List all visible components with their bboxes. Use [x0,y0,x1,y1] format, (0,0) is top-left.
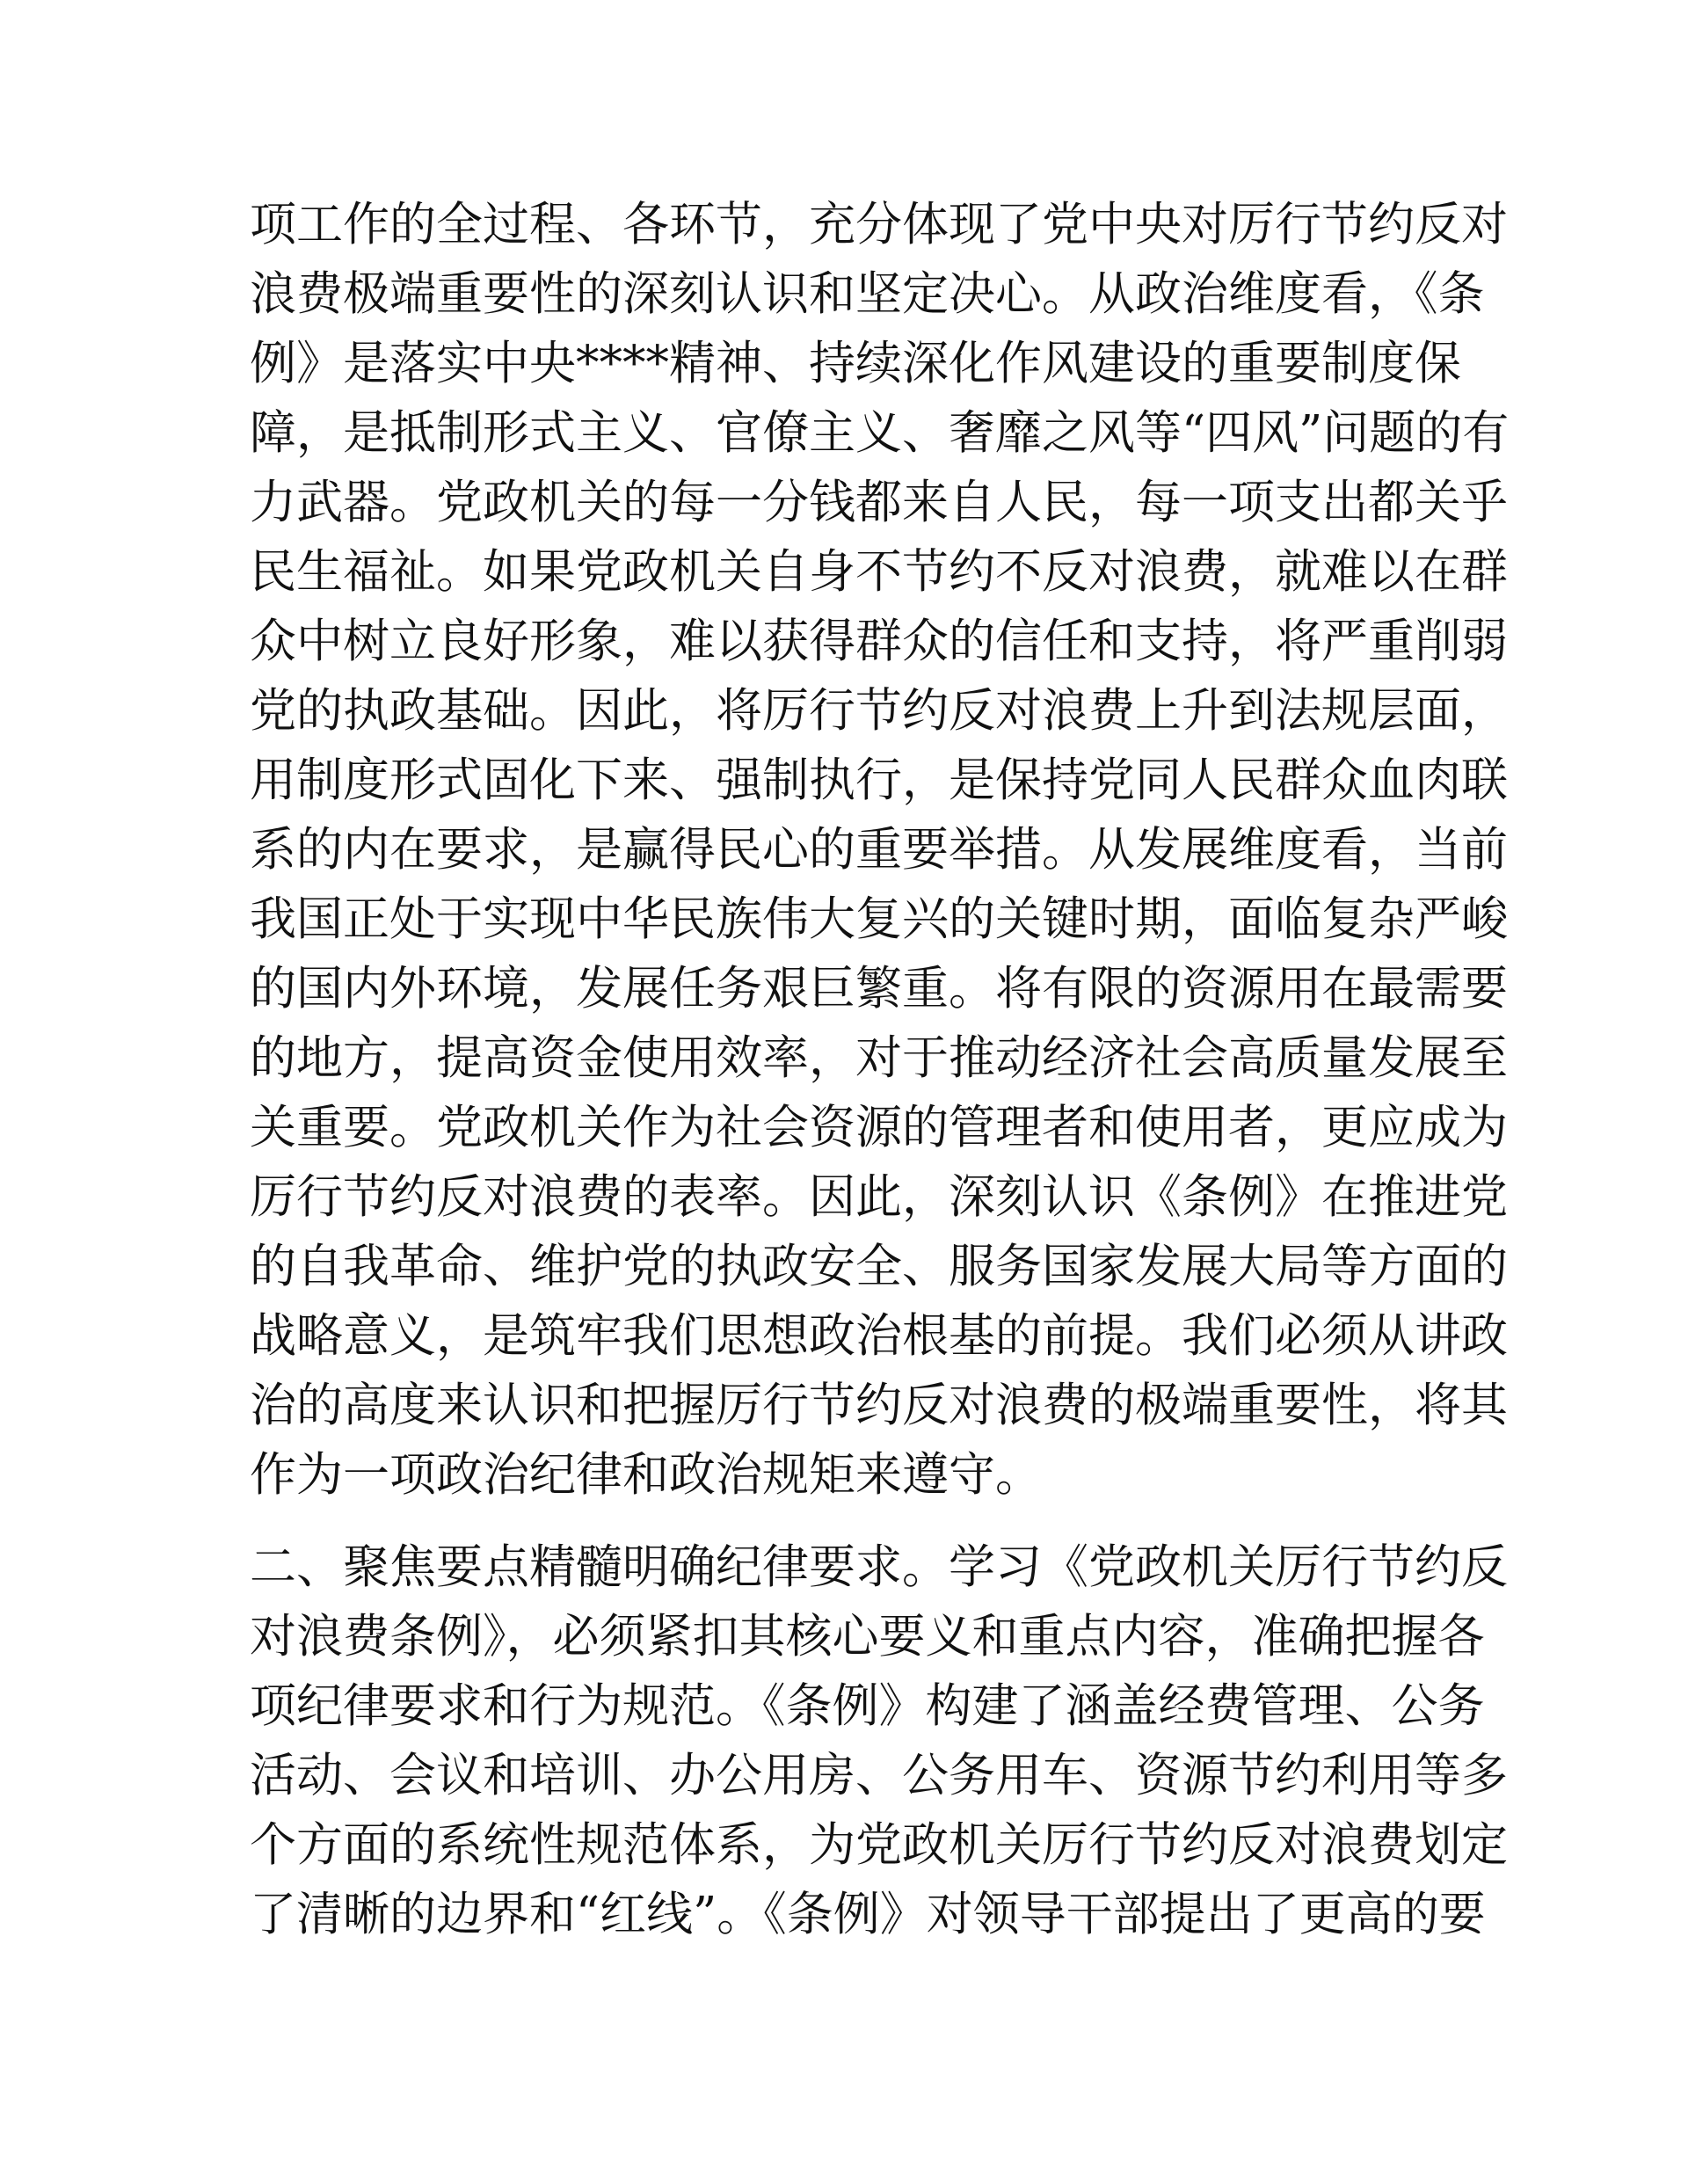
text-line: 用制度形式固化下来、强制执行，是保持党同人民群众血肉联 [250,753,1508,807]
text-line: 的自我革命、维护党的执政安全、服务国家发展大局等方面的 [250,1240,1508,1293]
text-line: 例》是落实中央****精神、持续深化作风建设的重要制度保 [250,337,1461,390]
text-line: 二、聚焦要点精髓明确纪律要求。学习《党政机关厉行节约反 [250,1540,1508,1594]
text-line: 浪费极端重要性的深刻认识和坚定决心。从政治维度看，《条 [250,267,1485,321]
text-line: 活动、会议和培训、办公用房、公务用车、资源节约利用等多 [250,1749,1508,1802]
text-line: 的地方，提高资金使用效率，对于推动经济社会高质量发展至 [250,1031,1508,1085]
text-line: 厉行节约反对浪费的表率。因此，深刻认识《条例》在推进党 [250,1170,1508,1224]
text-line: 治的高度来认识和把握厉行节约反对浪费的极端重要性，将其 [250,1379,1508,1432]
text-line: 系的内在要求，是赢得民心的重要举措。从发展维度看，当前 [250,823,1508,877]
text-line: 关重要。党政机关作为社会资源的管理者和使用者，更应成为 [250,1101,1508,1154]
text-line: 战略意义，是筑牢我们思想政治根基的前提。我们必须从讲政 [250,1309,1508,1363]
text-line: 项工作的全过程、各环节，充分体现了党中央对厉行节约反对 [250,198,1508,251]
text-line: 民生福祉。如果党政机关自身不节约不反对浪费，就难以在群 [250,545,1508,599]
text-line: 项纪律要求和行为规范。《条例》构建了涵盖经费管理、公务 [250,1679,1485,1733]
text-line: 作为一项政治纪律和政治规矩来遵守。 [250,1448,1042,1502]
text-line: 的国内外环境，发展任务艰巨繁重。将有限的资源用在最需要 [250,962,1508,1016]
text-line: 障，是抵制形式主义、官僚主义、奢靡之风等“四风”问题的有 [250,406,1510,460]
text-line: 党的执政基础。因此，将厉行节约反对浪费上升到法规层面， [250,684,1508,738]
body-paragraph-2 [250,1532,1508,1949]
text-line: 我国正处于实现中华民族伟大复兴的关键时期，面临复杂严峻 [250,892,1508,946]
text-line: 了清晰的边界和“红线”。《条例》对领导干部提出了更高的要 [250,1888,1486,1941]
body-paragraph-1 [250,190,1510,1510]
text-line: 对浪费条例》，必须紧扣其核心要义和重点内容，准确把握各 [250,1610,1485,1663]
text-line: 个方面的系统性规范体系，为党政机关厉行节约反对浪费划定 [250,1818,1508,1872]
text-line: 力武器。党政机关的每一分钱都来自人民，每一项支出都关乎 [250,476,1508,529]
text-line: 众中树立良好形象，难以获得群众的信任和支持，将严重削弱 [250,615,1508,668]
